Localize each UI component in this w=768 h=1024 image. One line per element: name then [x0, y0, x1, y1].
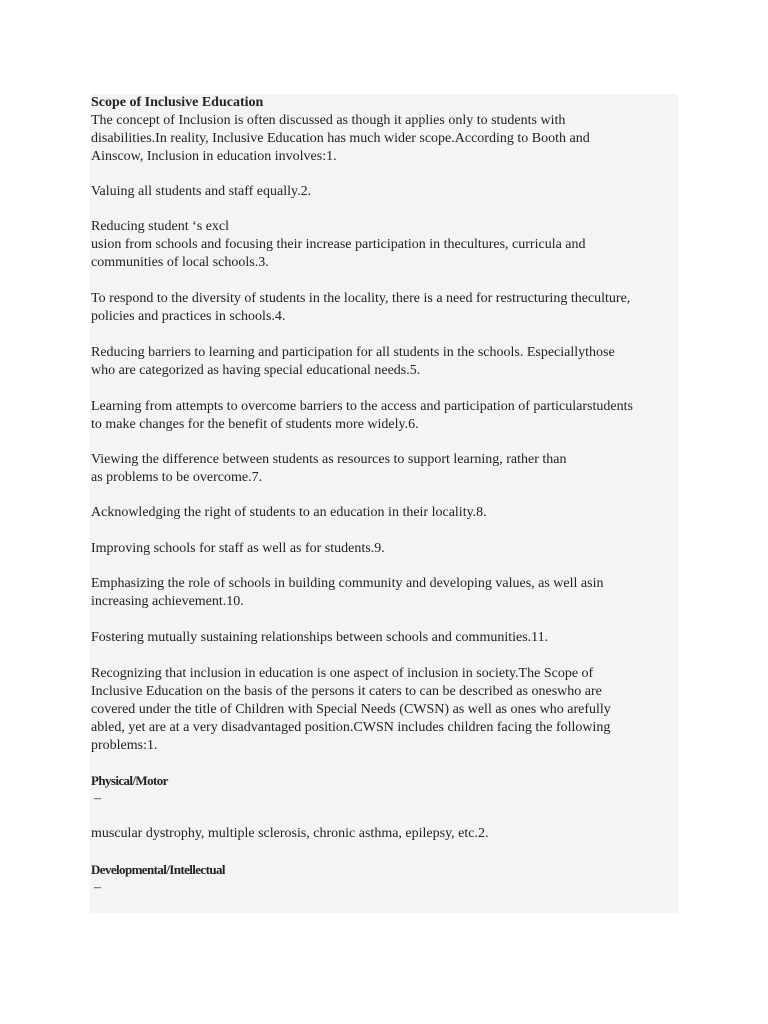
text-line: who are categorized as having special educational needs.5. [91, 363, 421, 378]
text-line: Learning from attempts to overcome barriers to the access and participation of particularstudents [91, 399, 633, 414]
text-line: Inclusive Education on the basis of the persons it caters to can be described as oneswho are [91, 684, 602, 699]
text-line: Emphasizing the role of schools in building community and developing values, as well asin [91, 576, 604, 591]
text-line: increasing achievement.10. [91, 594, 244, 609]
text-line: Viewing the difference between students as resources to support learning, rather than [91, 452, 567, 467]
dash-marker: – [94, 791, 101, 806]
text-line: Fostering mutually sustaining relationships between schools and communities.11. [91, 630, 549, 645]
text-line: The concept of Inclusion is often discussed as though it applies only to students with [91, 113, 566, 128]
dash-marker: – [94, 880, 101, 895]
text-line: usion from schools and focusing their increase participation in thecultures, curricula and [91, 237, 586, 252]
text-line: To respond to the diversity of students in the locality, there is a need for restructuring theculture, [91, 291, 631, 306]
text-line: Ainscow, Inclusion in education involves:1. [91, 149, 337, 164]
text-line: Reducing student ‘s excl [91, 219, 230, 234]
text-line: as problems to be overcome.7. [91, 470, 263, 485]
text-line: muscular dystrophy, multiple sclerosis, chronic asthma, epilepsy, etc.2. [91, 826, 489, 841]
text-line: abled, yet are at a very disadvantaged position.CWSN includes children facing the following [91, 720, 611, 735]
heading-developmental-intellectual: Developmental/Intellectual [91, 862, 225, 877]
document-title: Scope of Inclusive Education [91, 95, 264, 110]
text-line: disabilities.In reality, Inclusive Education has much wider scope.According to Booth and [91, 131, 590, 146]
text-line: Valuing all students and staff equally.2. [91, 184, 312, 199]
document-body [90, 94, 678, 913]
text-line: to make changes for the benefit of students more widely.6. [91, 417, 419, 432]
heading-physical-motor: Physical/Motor [91, 773, 168, 788]
text-line: Recognizing that inclusion in education is one aspect of inclusion in society.The Scope of [91, 666, 594, 681]
text-line: communities of local schools.3. [91, 255, 269, 270]
text-line: covered under the title of Children with Special Needs (CWSN) as well as ones who arefully [91, 702, 611, 717]
text-line: Reducing barriers to learning and participation for all students in the schools. Especiallythose [91, 345, 615, 360]
text-line: problems:1. [91, 738, 158, 753]
text-line: policies and practices in schools.4. [91, 309, 286, 324]
text-line: Improving schools for staff as well as for students.9. [91, 541, 385, 556]
text-line: Acknowledging the right of students to an education in their locality.8. [91, 505, 487, 520]
